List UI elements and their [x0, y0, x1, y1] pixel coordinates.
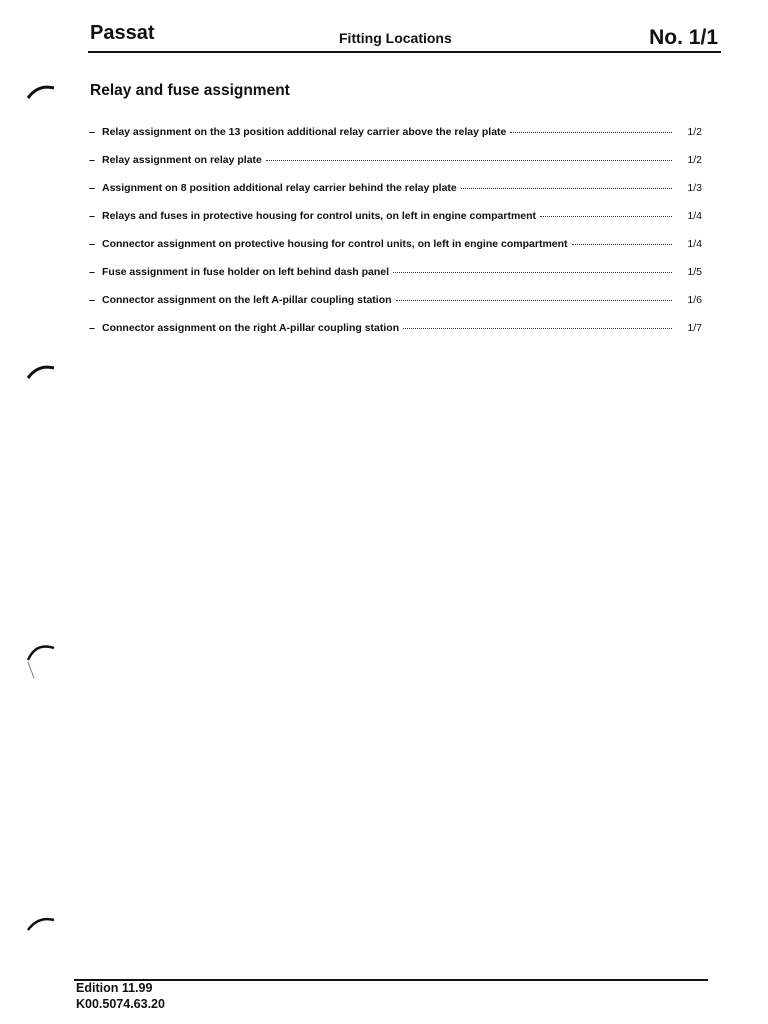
- edition-label: Edition 11.99: [76, 981, 153, 995]
- toc-dash: –: [89, 266, 95, 278]
- toc-page-ref: 1/4: [687, 210, 702, 222]
- toc-item-label: Connector assignment on protective housing for control units, on left in engine compartment: [102, 238, 568, 250]
- toc-item: [82, 210, 702, 238]
- toc-item: [82, 266, 702, 294]
- toc-item-label: Connector assignment on the right A-pillar coupling station: [102, 322, 400, 334]
- dot-leader: [510, 132, 672, 133]
- toc-dash: –: [89, 294, 95, 306]
- footer-rule: [74, 979, 708, 981]
- header-model: Passat: [90, 22, 155, 44]
- header-rule: [88, 51, 721, 53]
- dot-leader: [572, 244, 672, 245]
- toc-item: [82, 238, 702, 266]
- toc-dash: –: [89, 154, 95, 166]
- dot-leader: [461, 188, 672, 189]
- toc-page-ref: 1/2: [687, 154, 702, 166]
- punch-hole-mark-icon: [26, 914, 56, 932]
- toc-page-ref: 1/5: [687, 266, 702, 278]
- toc-dash: –: [89, 182, 95, 194]
- toc-page-ref: 1/3: [687, 182, 702, 194]
- dot-leader: [266, 160, 672, 161]
- dot-leader: [393, 272, 672, 273]
- toc-item-label: Relays and fuses in protective housing for control units, on left in engine compartment: [102, 210, 537, 222]
- header-title: Fitting Locations: [339, 30, 452, 46]
- toc-dash: –: [89, 210, 95, 222]
- toc-item-label: Fuse assignment in fuse holder on left behind dash panel: [102, 266, 390, 278]
- toc-dash: –: [89, 322, 95, 334]
- dot-leader: [403, 328, 672, 329]
- header-number: No. 1/1: [649, 26, 718, 49]
- document-code: K00.5074.63.20: [76, 997, 165, 1011]
- toc-dash: –: [89, 238, 95, 250]
- toc-page-ref: 1/7: [687, 322, 702, 334]
- dot-leader: [540, 216, 672, 217]
- toc-page-ref: 1/6: [687, 294, 702, 306]
- toc-item: [82, 182, 702, 210]
- punch-hole-mark-icon: [26, 82, 56, 100]
- toc-item: [82, 294, 702, 322]
- toc-item-label: Relay assignment on the 13 position additional relay carrier above the relay plate: [102, 126, 507, 138]
- dot-leader: [396, 300, 672, 301]
- toc-item: [82, 126, 702, 154]
- section-title: Relay and fuse assignment: [90, 82, 290, 99]
- table-of-contents: [82, 126, 702, 350]
- toc-page-ref: 1/4: [687, 238, 702, 250]
- toc-item-label: Assignment on 8 position additional relay carrier behind the relay plate: [102, 182, 457, 194]
- toc-page-ref: 1/2: [687, 126, 702, 138]
- punch-hole-mark-icon: [26, 362, 56, 380]
- toc-item: [82, 154, 702, 182]
- toc-item-label: Relay assignment on relay plate: [102, 154, 262, 166]
- toc-item-label: Connector assignment on the left A-pillar coupling station: [102, 294, 392, 306]
- toc-item: [82, 322, 702, 350]
- toc-dash: –: [89, 126, 95, 138]
- punch-hole-mark-icon: [26, 640, 56, 680]
